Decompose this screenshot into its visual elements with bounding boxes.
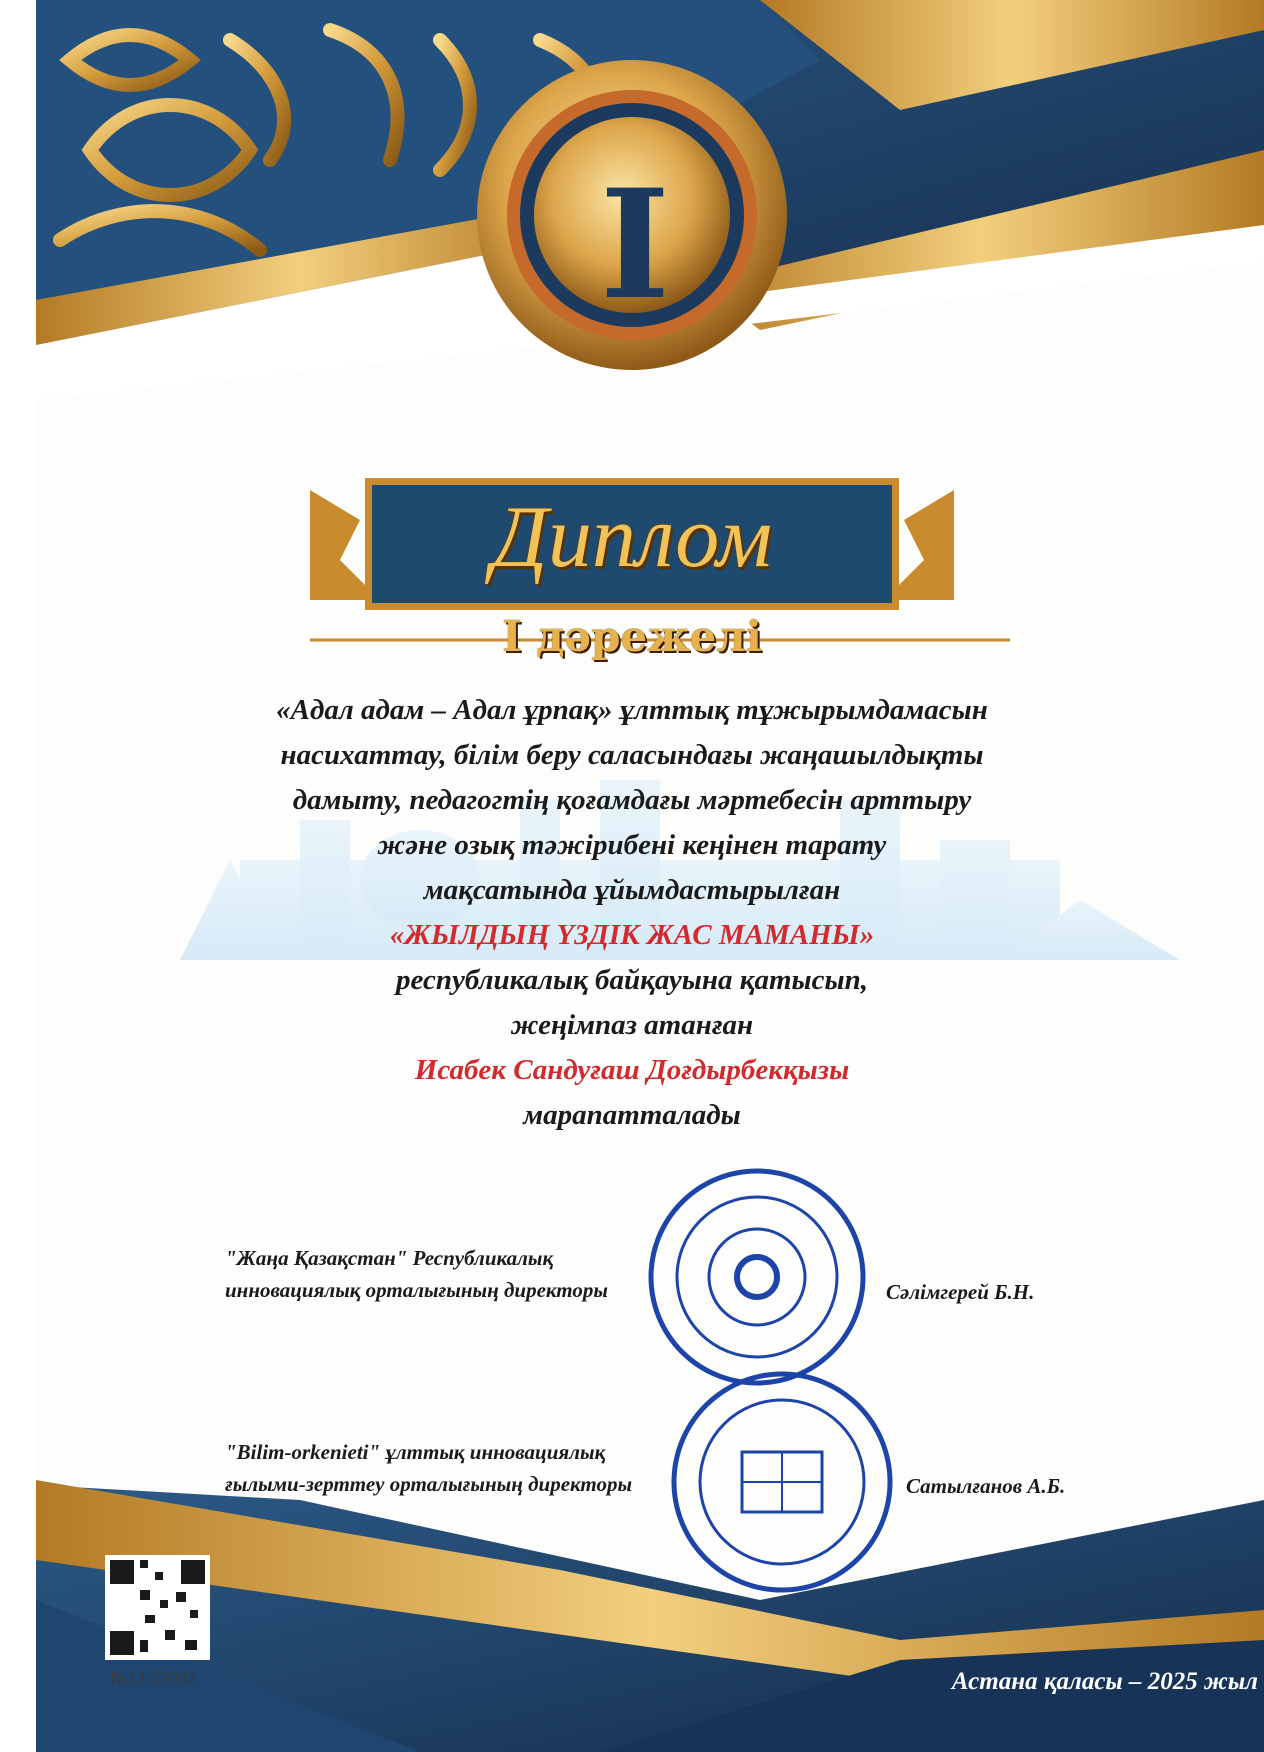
recipient-name: Исабек Сандуғаш Доғдырбекқызы [414, 1054, 850, 1086]
signature-1-line2: инновациялық орталығының директоры [225, 1278, 608, 1302]
closing-text: марапатталады [523, 1099, 741, 1131]
signature-2-line2: ғылыми-зерттеу орталығының директоры [225, 1472, 633, 1496]
signature-2-name: Сатылғанов А.Б. [906, 1474, 1066, 1498]
official-seal-icon-2 [674, 1374, 890, 1590]
body-line: мақсатында ұйымдастырылған [423, 874, 841, 906]
body-line: насихаттау, білім беру саласындағы жаңашылдықты [280, 739, 984, 771]
body-line: республикалық байқауына қатысып, [395, 964, 869, 996]
qr-code-icon [105, 1555, 210, 1660]
body-line: дамыту, педагогтің қоғамдағы мәртебесін арттыру [292, 784, 972, 816]
signature-2-label [225, 1436, 632, 1500]
diploma-subtitle: I дәрежелі [502, 612, 762, 661]
contest-name: «ЖЫЛДЫҢ ҮЗДІК ЖАС МАМАНЫ» [389, 919, 875, 951]
official-seal-icon [651, 1171, 863, 1383]
medal-numeral: I [599, 157, 671, 333]
signature-1-line1: "Жаңа Қазақстан" Республикалық [225, 1246, 554, 1270]
signature-1-label [225, 1242, 608, 1306]
city-year: Астана қаласы – 2025 жыл [951, 1668, 1258, 1695]
document-number: №12-25032 [110, 1668, 197, 1688]
body-line: және озық тәжірибені кеңінен тарату [377, 829, 887, 861]
signature-2-line1: "Bilim-orkenieti" ұлттық инновациялық [225, 1440, 606, 1464]
diploma-title: Диплом [491, 489, 773, 586]
signature-1-name: Сәлімгерей Б.Н. [886, 1280, 1035, 1304]
diploma-body [150, 688, 1114, 1138]
body-line: «Адал адам – Адал ұрпақ» ұлттық тұжырымдамасын [276, 694, 988, 726]
body-line: жеңімпаз атанған [510, 1009, 754, 1041]
